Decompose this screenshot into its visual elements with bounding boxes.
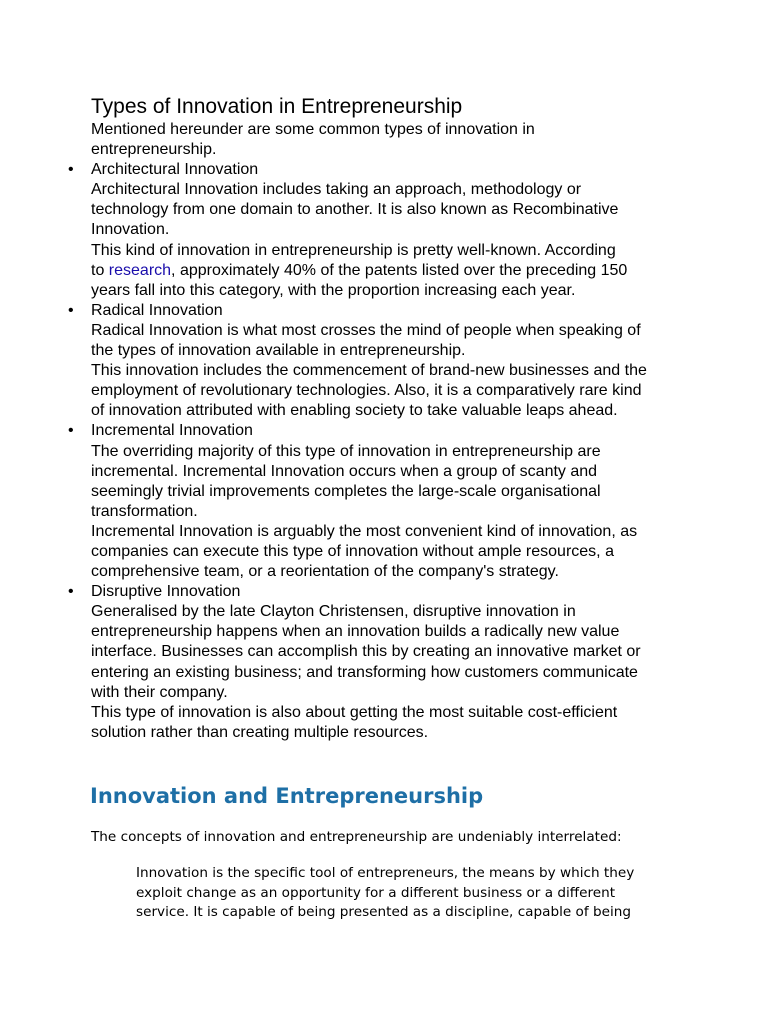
list-item-architectural bbox=[68, 160, 691, 180]
paragraph-line: entering an existing business; and transforming how customers communicate bbox=[91, 663, 638, 681]
paragraph-line: The overriding majority of this type of innovation in entrepreneurship are bbox=[91, 442, 601, 460]
link-prefix: to bbox=[91, 261, 109, 279]
list-item-heading: Incremental Innovation bbox=[91, 422, 253, 440]
quote-line: service. It is capable of being presented as a discipline, capable of being bbox=[136, 904, 631, 921]
bullet-icon: • bbox=[68, 161, 74, 179]
list-item-disruptive bbox=[68, 582, 691, 602]
section-intro: The concepts of innovation and entrepreneurship are undeniably interrelated: bbox=[91, 829, 622, 845]
paragraph-line: years fall into this category, with the proportion increasing each year. bbox=[91, 281, 576, 299]
paragraph-line: employment of revolutionary technologies. Also, it is a comparatively rare kind bbox=[91, 382, 642, 400]
quote-line: exploit change as an opportunity for a different business or a different bbox=[136, 884, 616, 901]
bullet-icon: • bbox=[68, 583, 74, 601]
page-title: Types of Innovation in Entrepreneurship bbox=[91, 95, 463, 118]
intro-line: entrepreneurship. bbox=[91, 141, 217, 159]
paragraph-line: of innovation attributed with enabling society to take valuable leaps ahead. bbox=[91, 402, 618, 420]
list-item-heading: Radical Innovation bbox=[91, 301, 223, 319]
list-item-heading: Disruptive Innovation bbox=[91, 583, 241, 601]
paragraph-line: transformation. bbox=[91, 502, 198, 520]
paragraph-line: technology from one domain to another. It is also known as Recombinative bbox=[91, 201, 619, 219]
link-suffix: , approximately 40% of the patents listed over the preceding 150 bbox=[171, 261, 628, 279]
paragraph-line: interface. Businesses can accomplish this by creating an innovative market or bbox=[91, 643, 641, 661]
paragraph-line: Innovation. bbox=[91, 221, 170, 239]
section-heading: Innovation and Entrepreneurship bbox=[90, 784, 484, 808]
blockquote bbox=[136, 864, 634, 923]
paragraph-line: This type of innovation is also about getting the most suitable cost-efficient bbox=[91, 703, 618, 721]
list-item-heading: Architectural Innovation bbox=[91, 161, 259, 179]
article-body bbox=[68, 120, 691, 743]
paragraph-line: Architectural Innovation includes taking an approach, methodology or bbox=[91, 181, 582, 199]
paragraph-line: Generalised by the late Clayton Christensen, disruptive innovation in bbox=[91, 603, 576, 621]
paragraph-line: companies can execute this type of innovation without ample resources, a bbox=[91, 542, 614, 560]
paragraph-line: Incremental Innovation is arguably the most convenient kind of innovation, as bbox=[91, 522, 638, 540]
paragraph-line: Radical Innovation is what most crosses the mind of people when speaking of bbox=[91, 321, 641, 339]
bullet-icon: • bbox=[68, 301, 74, 319]
research-link[interactable]: research bbox=[108, 261, 172, 279]
paragraph-line: comprehensive team, or a reorientation of the company's strategy. bbox=[91, 563, 559, 581]
paragraph-line: solution rather than creating multiple resources. bbox=[91, 723, 429, 741]
list-item-incremental bbox=[68, 421, 691, 441]
paragraph-line: entrepreneurship happens when an innovation builds a radically new value bbox=[91, 623, 620, 641]
bullet-icon: • bbox=[68, 422, 74, 440]
intro-line: Mentioned hereunder are some common types of innovation in bbox=[91, 121, 535, 138]
paragraph-line-with-link bbox=[91, 261, 691, 281]
quote-line: Innovation is the specific tool of entrepreneurs, the means by which they bbox=[136, 865, 635, 881]
paragraph-line: with their company. bbox=[91, 683, 228, 701]
paragraph-line: This innovation includes the commencement of brand-new businesses and the bbox=[91, 362, 647, 380]
paragraph-line: This kind of innovation in entrepreneurship is pretty well-known. According bbox=[91, 241, 616, 259]
list-item-radical bbox=[68, 301, 691, 321]
paragraph-line: the types of innovation available in entrepreneurship. bbox=[91, 342, 466, 360]
paragraph-line: seemingly trivial improvements completes the large-scale organisational bbox=[91, 482, 601, 500]
paragraph-line: incremental. Incremental Innovation occurs when a group of scanty and bbox=[91, 462, 598, 480]
